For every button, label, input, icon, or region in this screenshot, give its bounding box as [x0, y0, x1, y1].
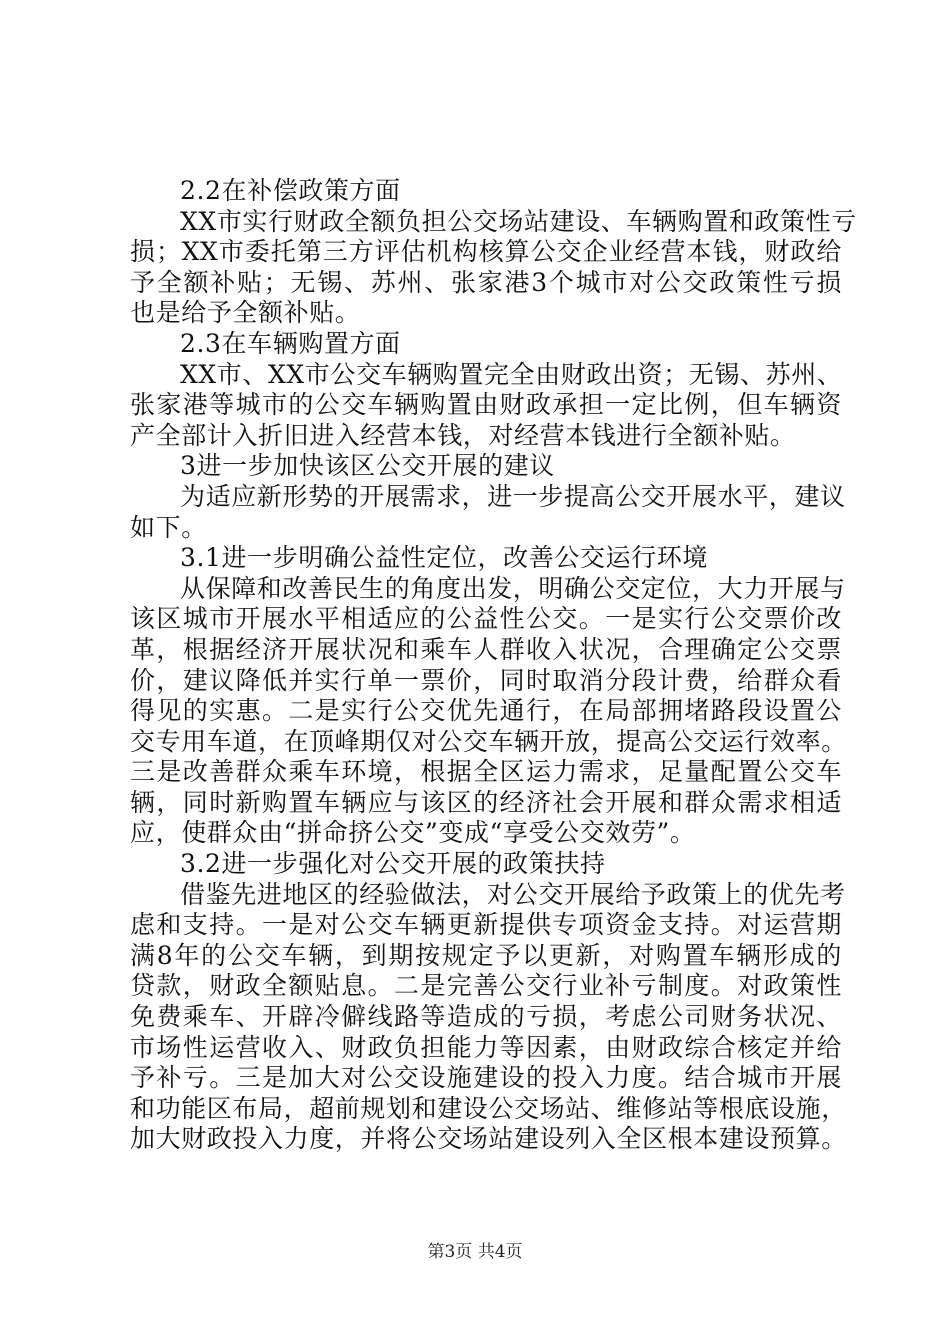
- document-body: [130, 176, 857, 1155]
- paragraph-line: 满8年的公交车辆，到期按规定予以更新，对购置车辆形成的: [130, 940, 842, 970]
- paragraph-line: 如下。: [130, 512, 207, 542]
- paragraph-line: 革，根据经济开展状况和乘车人群收入状况，合理确定公交票: [130, 634, 842, 664]
- section-heading: 2.3在车辆购置方面: [180, 328, 401, 358]
- paragraph-line: 辆，同时新购置车辆应与该区的经济社会开展和群众需求相适: [130, 787, 842, 817]
- paragraph-line: 应，使群众由“拼命挤公交”变成“享受公交效劳”。: [130, 818, 696, 848]
- paragraph-line: 也是给予全额补贴。: [130, 298, 361, 328]
- paragraph-line: 借鉴先进地区的经验做法，对公交开展给予政策上的优先考: [180, 879, 846, 909]
- paragraph-line: 该区城市开展水平相适应的公益性公交。一是实行公交票价改: [130, 604, 842, 634]
- section-heading: 3.1进一步明确公益性定位，改善公交运行环境: [180, 543, 708, 573]
- paragraph-line: 三是改善群众乘车环境，根据全区运力需求，足量配置公交车: [130, 757, 842, 787]
- paragraph-line: 予补亏。三是加大对公交设施建设的投入力度。结合城市开展: [130, 1063, 842, 1093]
- paragraph-line: 虑和支持。一是对公交车辆更新提供专项资金支持。对运营期: [130, 910, 842, 940]
- paragraph-line: 为适应新形势的开展需求，进一步提高公交开展水平，建议: [180, 481, 846, 511]
- paragraph-line: 贷款，财政全额贴息。二是完善公交行业补亏制度。对政策性: [130, 971, 842, 1001]
- paragraph-line: 得见的实惠。二是实行公交优先通行，在局部拥堵路段设置公: [130, 696, 842, 726]
- section-heading: 2.2在补偿政策方面: [180, 176, 401, 205]
- paragraph-line: 加大财政投入力度，并将公交场站建设列入全区根本建设预算。: [130, 1124, 847, 1154]
- paragraph-line: 张家港等城市的公交车辆购置由财政承担一定比例，但车辆资: [130, 390, 842, 420]
- paragraph-line: XX市实行财政全额负担公交场站建设、车辆购置和政策性亏: [180, 206, 857, 236]
- paragraph-line: 损；XX市委托第三方评估机构核算公交企业经营本钱，财政给: [130, 237, 842, 267]
- paragraph-line: 免费乘车、开辟冷僻线路等造成的亏损，考虑公司财务状况、: [130, 1002, 842, 1032]
- paragraph-line: 交专用车道，在顶峰期仅对公交车辆开放，提高公交运行效率。: [130, 726, 847, 756]
- paragraph-line: 从保障和改善民生的角度出发，明确公交定位，大力开展与: [180, 573, 846, 603]
- paragraph-line: 予全额补贴；无锡、苏州、张家港3个城市对公交政策性亏损: [130, 267, 842, 297]
- section-heading: 3.2进一步强化对公交开展的政策扶持: [180, 849, 606, 879]
- paragraph-line: 市场性运营收入、财政负担能力等因素，由财政综合核定并给: [130, 1032, 842, 1062]
- page-number: 第3页 共4页: [427, 1242, 523, 1262]
- paragraph-line: 产全部计入折旧进入经营本钱，对经营本钱进行全额补贴。: [130, 420, 796, 450]
- paragraph-line: 价，建议降低并实行单一票价，同时取消分段计费，给群众看: [130, 665, 842, 695]
- paragraph-line: XX市、XX市公交车辆购置完全由财政出资；无锡、苏州、: [180, 359, 843, 389]
- section-heading: 3进一步加快该区公交开展的建议: [180, 451, 555, 481]
- paragraph-line: 和功能区布局，超前规划和建设公交场站、维修站等根底设施，: [130, 1093, 847, 1123]
